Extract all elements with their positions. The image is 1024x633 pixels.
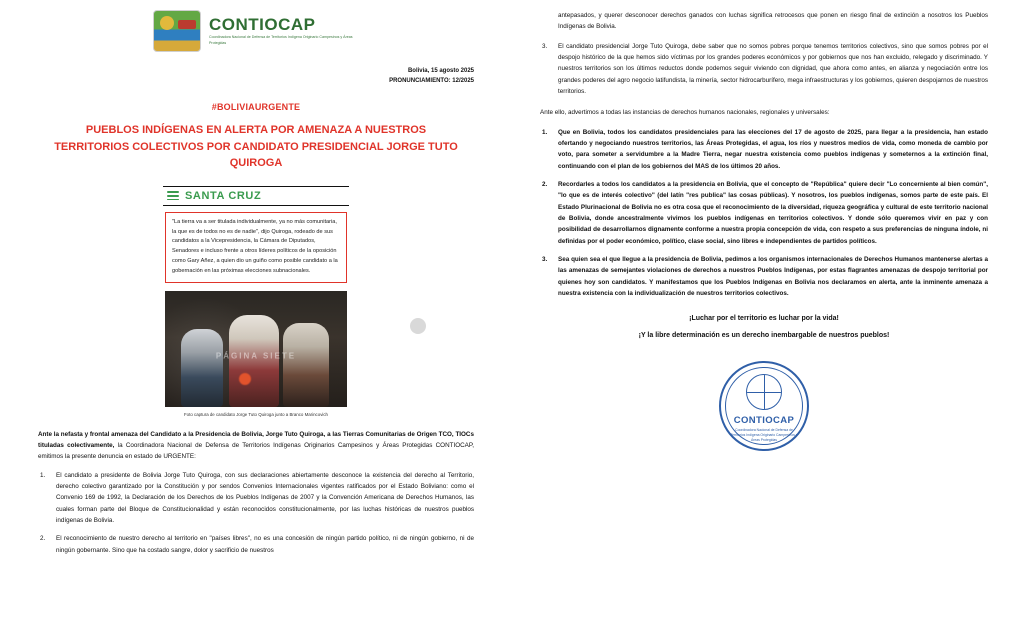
- clipping-brand: SANTA CRUZ: [185, 189, 262, 202]
- clipping-photo: [165, 291, 347, 407]
- hamburger-menu-icon: [167, 191, 179, 200]
- organization-full-name: Coordinadora Nacional de Defensa de Territorios Indígena Originario Campesinos y Áreas Protegidas: [209, 35, 353, 45]
- hashtag: #BOLIVIAURGENTE: [211, 102, 301, 113]
- list-item: El candidato presidencial Jorge Tuto Quiroga, debe saber que no somos pobres porque tenemos territorios colectivos, sino que somos pobres por el despojo histórico de la que hemos sido víctimas por los grandes poderes económicos y por gobiernos que nos han excluido, relegado y discriminado. Y nuestros territorios son los últimos reductos donde podemos seguir viviendo con dignidad, que ahora como antes, en alianza y negociación entre los grandes poderes del agro negocio latifundista, la minería, sector hidrocarburífero, mega infraestructuras y los gobiernos, quieren despojarnos de nuestros territorios.: [558, 42, 988, 95]
- photo-figure-right: [283, 323, 329, 407]
- clipping-quote: "La tierra va a ser titulada individualmente, ya no más comunitaria, la que es de todos no es de nadie", dijo Quiroga, rodeado de sus candidatos a la Vicepresidencia, la Cámara de Diputados, Senadores e incluso frente a otros líderes políticos de la oposición como Gary Añez, a quien dio un guiño como posible candidato a la gobernación en las próximas elecciones subnacionales.: [165, 212, 347, 283]
- warning-numbered-list: [540, 127, 988, 300]
- list-item: Sea quien sea el que llegue a la presidencia de Bolivia, pedimos a los organismos internacionales de Derechos Humanos mantenerse alertas a las amenazas de semejantes violaciones de derechos a nuestros Pueblos Indígenas, por estas flagrantes amenazas de despojo territorial por quienes hoy son candidatos. Y manifestamos que los Pueblos Indígenas en Bolivia nos declaramos en alerta, ante la inminente amenaza a nuestra existencia con la individualización de nuestros territorios colectivos.: [558, 255, 988, 297]
- list-item: Recordarles a todos los candidatos a la presidencia en Bolivia, que el concepto de "República" quiere decir "Lo concerniente al bien común", "lo que es de interés colectivo" (del latín "res publica" las cosas públicas). Y nosotros, los pueblos indígenas, somos parte de este país. El Estado Plurinacional de Bolivia no es otra cosa que el reconocimiento de la diversidad, riqueza geográfica y cultural de este territorio nacional de Bolivia, donde ancestralmente vivimos los pueblos indígenas en territorios colectivos. Y donde sólo queremos vivir en paz y con posibilidad de desarrollarnos dignamente conforme a nuestra propia concepción de vida, con respeto a sus preferencias de ninguna índole, ni definidas por el poder económico, político, clase social, sino libres e independientes de partidos políticos.: [558, 180, 988, 245]
- photo-figure-center: [229, 315, 279, 407]
- pronouncement-number: PRONUNCIAMIENTO: 12/2025: [389, 78, 474, 85]
- photo-light-flare: [239, 373, 251, 385]
- list-item: El candidato a presidente de Bolivia Jorge Tuto Quiroga, con sus declaraciones abiertamente desconoce la existencia del derecho al Territorio, derecho colectivo garantizado por la Constitución y por sendos Convenios Internacionales vigentes ratificados por el Estado Boliviano: como el Convenio 169 de 1992, la Declaración de los Derechos de los Pueblos Indígenas de 2007 y la Convención Americana de Derechos Humanos, las cuales forman parte del Bloque de Constitucionalidad y están reconocidos constitucionalmente, por las luchas históricas de nuestros pueblos indígenas de Bolivia.: [56, 471, 474, 524]
- list-item: Que en Bolivia, todos los candidatos presidenciales para las elecciones del 17 de agosto de 2025, para llegar a la presidencia, han estado ofertando y negociando nuestros territorios, las Áreas Protegidas, el agua, los ríos y nuestros medios de vida, como moneda de cambio por voto, para someter a servidumbre a la Madre Tierra, negar nuestra existencia como pueblos indígenas y someternos a la extinción final, continuando con el plan de los gobiernos del MAS de los últimos 20 años.: [558, 128, 988, 170]
- intro-paragraph: [38, 429, 474, 462]
- continuation-paragraph: antepasados, y querer desconocer derechos ganados con luchas significa retrocesos que ponen en riesgo final de extinción a nosotros los Pueblos Indígenas de Bolivia.: [558, 12, 988, 31]
- intro-bold: Ante la nefasta y frontal amenaza del Candidato a la Presidencia de Bolivia, Jorge Tuto Quiroga, a las Tierras Comunitarias de Origen TCO, TIOCs tituladas colectivamente,: [38, 430, 474, 449]
- seal-name: CONTIOCAP: [733, 414, 795, 426]
- clipping-caption: Foto captura de candidato Jorge Tuto Quiroga junto a Branco Marincovich: [184, 411, 328, 417]
- photo-watermark: PÁGINA SIETE: [215, 351, 297, 361]
- warning-lead-line: Ante ello, advertimos a todas las instancias de derechos humanos nacionales, regionales y universales:: [540, 109, 830, 117]
- organization-seal: [719, 361, 809, 451]
- place-date: Bolivia, 15 agosto 2025: [407, 68, 474, 74]
- clipping-header: [163, 186, 349, 206]
- organization-name-block: [209, 16, 359, 46]
- document-meta: [38, 66, 474, 86]
- organization-header: [38, 10, 474, 52]
- list-item: El reconocimiento de nuestro derecho al territorio en "países libres", no es una concesión de ningún partido político, ni de ningún gobierno, ni de ningún gobernante. Sino que ha costado sangre, dolor y sacrificio de nuestros: [56, 535, 474, 554]
- seal-subtitle: Coordinadora Nacional de Defensa de Territorios Indígena Originario Campesinos y Áreas Protegidas: [730, 427, 798, 442]
- slogan-secondary: ¡Y la libre determinación es un derecho inembargable de nuestros pueblos!: [638, 332, 890, 340]
- left-numbered-list: [38, 470, 474, 556]
- right-numbered-list: [540, 41, 988, 98]
- document-column-right: [512, 0, 1024, 633]
- contiocap-logo-icon: [153, 10, 201, 52]
- decorative-dot: [410, 318, 426, 334]
- slogan-primary: ¡Luchar por el territorio es luchar por la vida!: [689, 315, 839, 323]
- seal-container: [540, 361, 988, 451]
- intro-rest: la Coordinadora Nacional de Defensa de Territorios Indígenas Originarios Campesinos y Áreas Protegidas CONTIOCAP, emitimos la presente denuncia en estado de URGENTE:: [38, 441, 475, 460]
- globe-seal-icon: [746, 374, 782, 410]
- organization-name: CONTIOCAP: [209, 15, 316, 35]
- news-clipping: [163, 186, 349, 417]
- page-title: PUEBLOS INDÍGENAS EN ALERTA POR AMENAZA A NUESTROS TERRITORIOS COLECTIVOS POR CANDIDATO PRESIDENCIAL JORGE TUTO QUIROGA: [54, 124, 458, 170]
- photo-figure-left: [181, 329, 223, 407]
